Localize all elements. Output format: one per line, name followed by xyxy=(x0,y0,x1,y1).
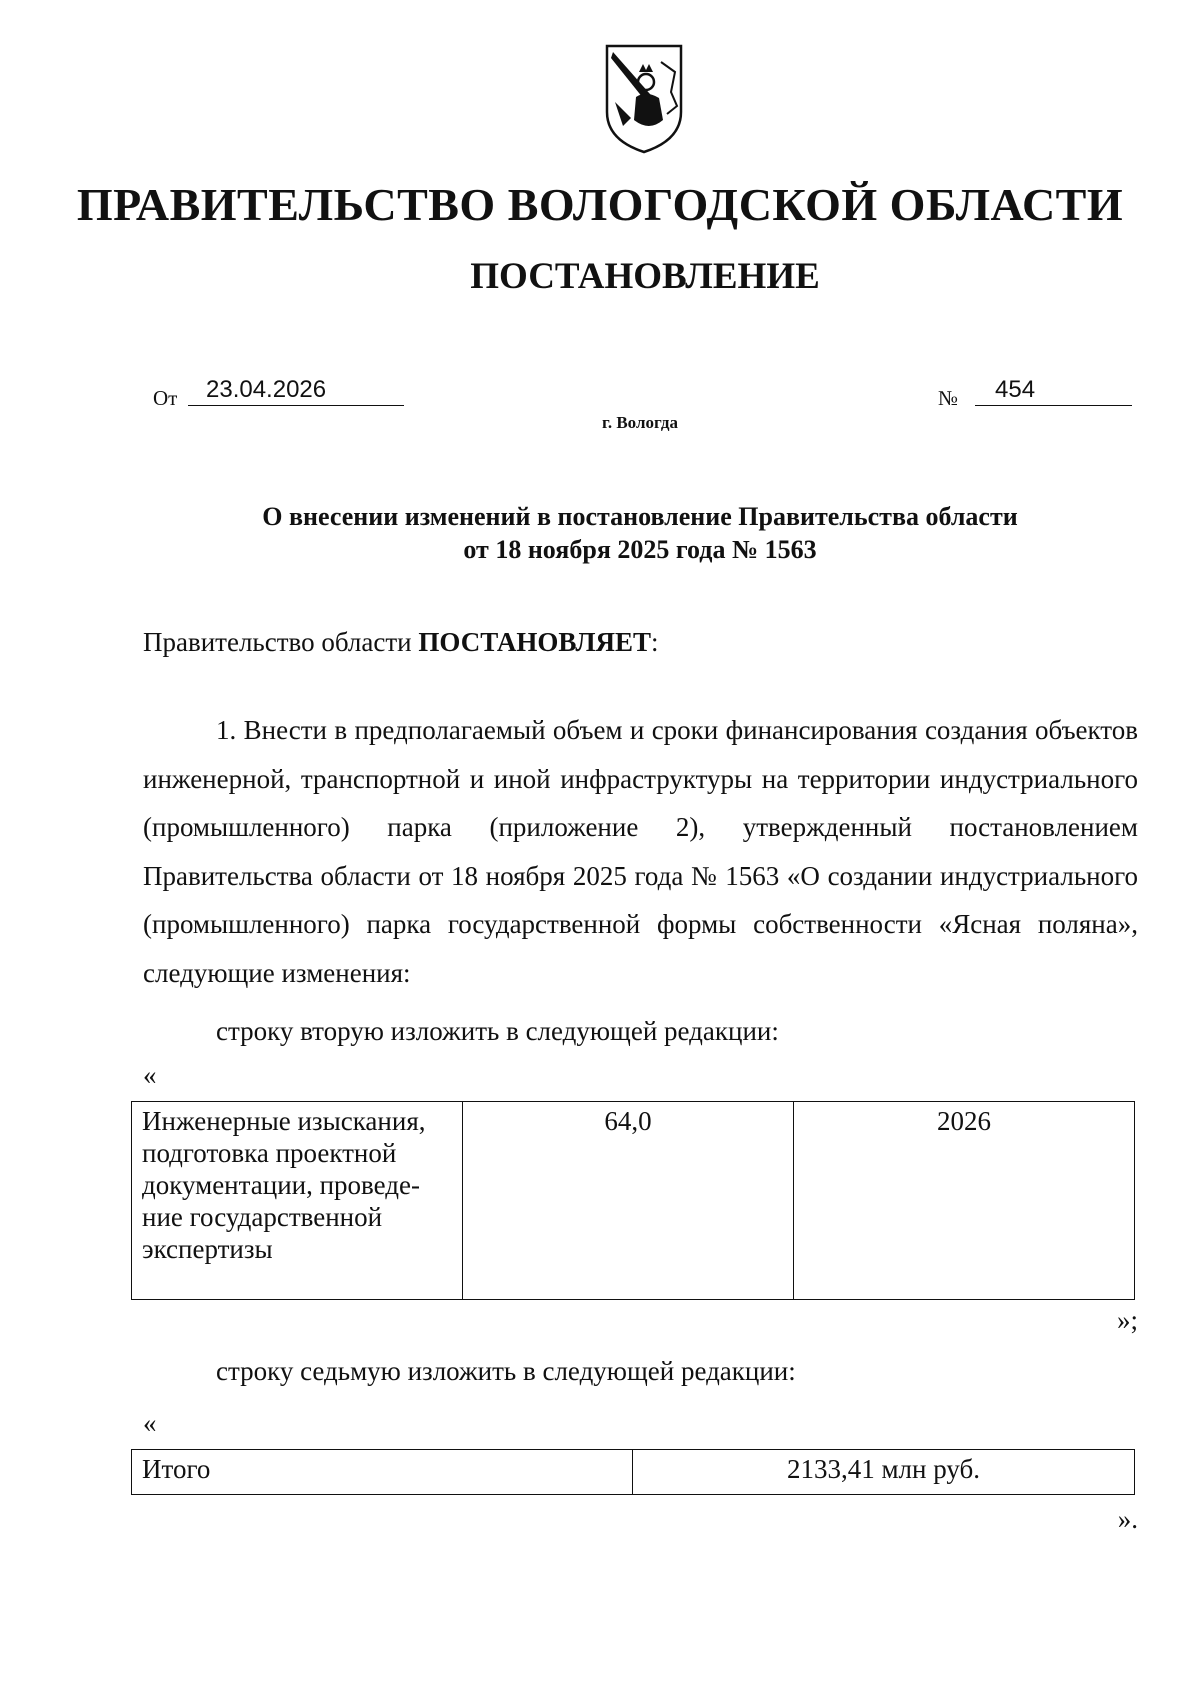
quote-open-2: « xyxy=(143,1408,157,1438)
date-label: От xyxy=(153,386,178,410)
table2-cell-total: 2133,41 млн руб. xyxy=(633,1450,1135,1495)
city: г. Вологда xyxy=(602,413,678,432)
table1-cell-year: 2026 xyxy=(794,1102,1135,1300)
paragraph-1 xyxy=(143,706,1138,997)
preamble-suffix: : xyxy=(650,627,659,657)
paragraph-1-text: 1. Внести в предполагаемый объем и сроки финансирования создания объектов инженерной, транспортной и иной инфраструктуры на территории индустриального (промышленного) парка (приложение 2), утвержденный постановлением Правительства области от 18 ноября 2025 года № 1563 «О создании индустриального (промышленного) парка государственной формы собственности «Ясная поляна», следующие изменения: xyxy=(143,715,1138,988)
quote-open-1: « xyxy=(143,1060,157,1090)
table1-cell-amount: 64,0 xyxy=(463,1102,794,1300)
document-date: 23.04.2026 xyxy=(188,376,404,406)
instruction-2: строку седьмую изложить в следующей редакции: xyxy=(216,1356,796,1386)
subject-line-1: О внесении изменений в постановление Правительства области xyxy=(262,502,1018,531)
document-subject xyxy=(190,500,1090,566)
subject-line-2: от 18 ноября 2025 года № 1563 xyxy=(463,535,817,564)
table-row-7 xyxy=(131,1449,1135,1495)
quote-close-2: ». xyxy=(1117,1504,1138,1534)
table1-cell-name: Инженерные изыскания, подготовка проектной документации, проведе-ние государственной экспертизы xyxy=(132,1102,463,1300)
government-title: ПРАВИТЕЛЬСТВО ВОЛОГОДСКОЙ ОБЛАСТИ xyxy=(76,179,1124,230)
coat-of-arms-emblem xyxy=(601,42,687,157)
table2-cell-label: Итого xyxy=(132,1450,633,1495)
number-label: № xyxy=(938,386,959,410)
quote-close-1: »; xyxy=(1116,1305,1138,1335)
preamble-text: Правительство области xyxy=(143,627,419,657)
document-number: 454 xyxy=(975,376,1132,406)
preamble-emphasis: ПОСТАНОВЛЯЕТ xyxy=(418,627,651,657)
document-type: ПОСТАНОВЛЕНИЕ xyxy=(470,256,820,297)
table-row-2 xyxy=(131,1101,1135,1300)
preamble xyxy=(143,627,659,658)
instruction-1: строку вторую изложить в следующей редакции: xyxy=(216,1016,779,1046)
